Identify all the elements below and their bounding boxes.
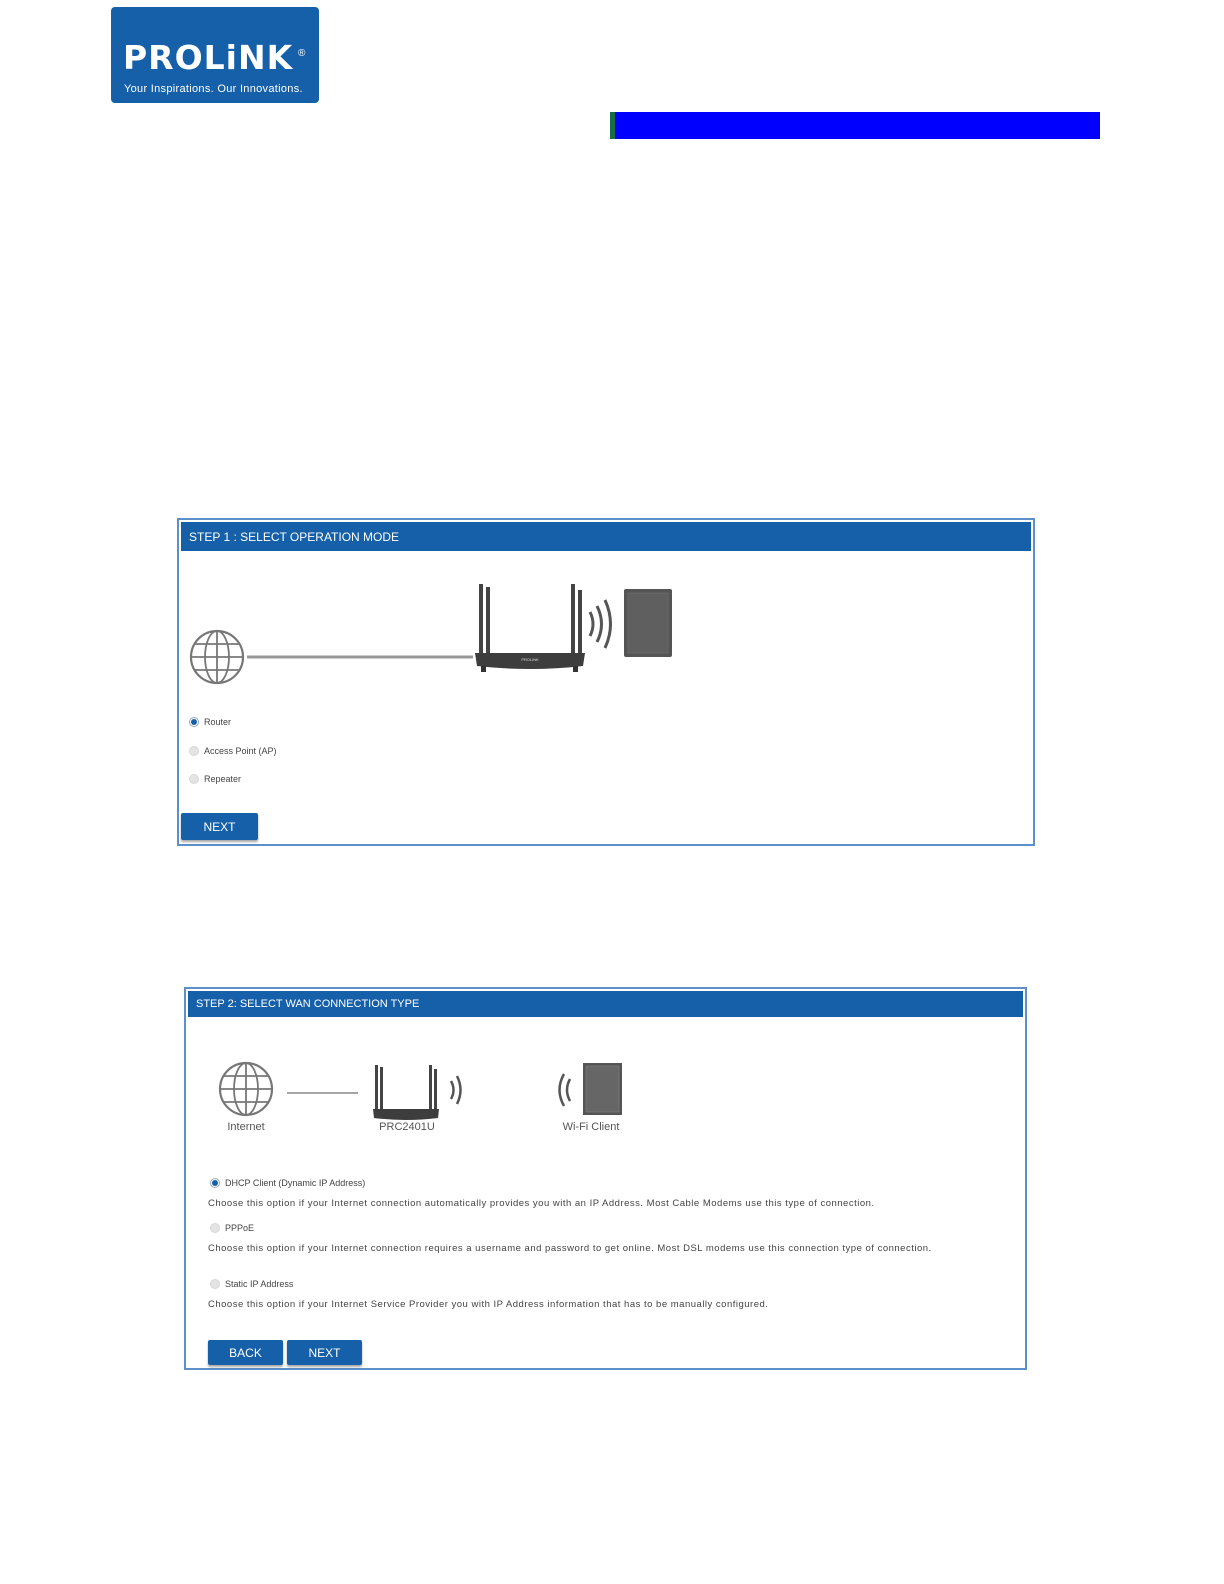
globe-icon [220,1063,272,1115]
static-ip-label: Static IP Address [225,1279,294,1289]
panel-title: STEP 1 : SELECT OPERATION MODE [181,522,1031,551]
registered-mark: ® [298,48,306,59]
globe-icon [191,631,243,683]
pppoe-radio[interactable] [210,1223,220,1233]
logo-wordmark: PROLiNK [123,38,294,77]
panel-title: STEP 2: SELECT WAN CONNECTION TYPE [188,991,1023,1017]
wan-option-dhcp[interactable] [210,1178,365,1188]
dhcp-label: DHCP Client (Dynamic IP Address) [225,1178,366,1188]
wifi-waves-icon [590,600,611,648]
static-ip-radio[interactable] [210,1279,220,1289]
tablet-icon [624,589,672,657]
static-ip-description: Choose this option if your Internet Service Provider you with IP Address information that has to be manually configured. [208,1299,769,1310]
router-icon [475,584,585,672]
wan-connection-panel [184,987,1027,1370]
mode-option-access-point[interactable] [189,746,277,756]
pppoe-label: PPPoE [225,1223,255,1233]
repeater-label: Repeater [204,774,242,784]
access-point-radio[interactable] [189,746,199,756]
wan-option-pppoe[interactable] [210,1223,254,1233]
operation-mode-panel [177,518,1035,846]
router-icon [373,1065,439,1120]
back-button[interactable]: BACK [208,1340,283,1365]
logo-tagline: Your Inspirations. Our Innovations. [124,83,303,95]
prolink-logo [111,7,319,103]
header-banner [610,112,1100,139]
pppoe-description: Choose this option if your Internet connection requires a username and password to get online. Most DSL modems use this connection type of connection. [208,1243,932,1254]
wan-option-static-ip[interactable] [210,1279,293,1289]
wifi-client-caption: Wi-Fi Client [562,1121,620,1133]
internet-caption: Internet [227,1121,265,1133]
mode-option-router[interactable] [189,717,231,727]
access-point-label: Access Point (AP) [204,746,277,756]
wifi-waves-icon [451,1076,461,1104]
router-badge: PROLiNK [521,657,539,662]
router-radio[interactable] [189,717,199,727]
repeater-radio[interactable] [189,774,199,784]
dhcp-radio[interactable] [210,1178,220,1188]
wifi-waves-icon [560,1074,571,1106]
operation-mode-diagram [179,520,1033,844]
dhcp-description: Choose this option if your Internet connection automatically provides you with an IP Address. Most Cable Modems use this type of connection. [208,1198,875,1209]
tablet-icon [583,1063,622,1115]
router-label: Router [204,717,232,727]
next-button[interactable]: NEXT [181,813,258,840]
router-model-caption: PRC2401U [379,1121,435,1133]
mode-option-repeater[interactable] [189,774,241,784]
next-button[interactable]: NEXT [287,1340,362,1365]
